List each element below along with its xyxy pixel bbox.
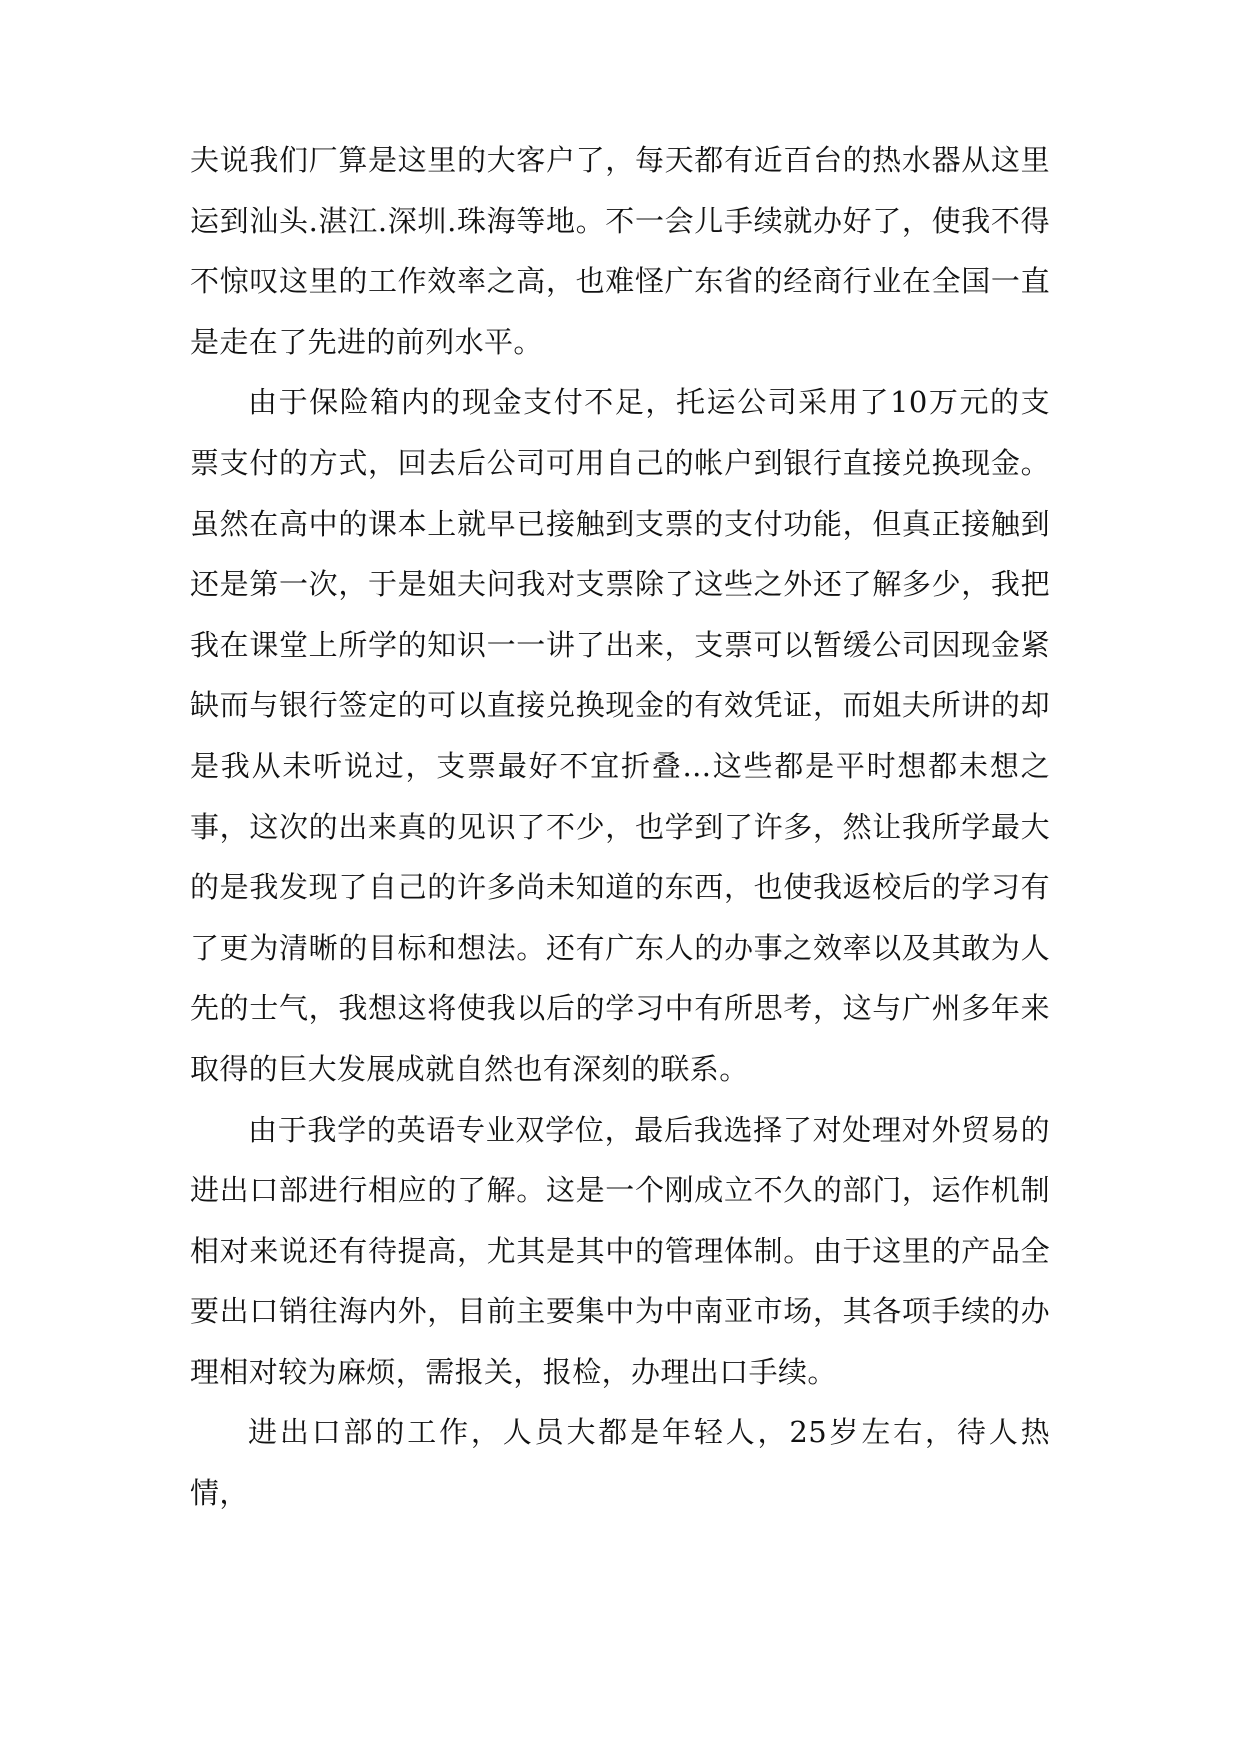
paragraph-3: 由于我学的英语专业双学位，最后我选择了对处理对外贸易的进出口部进行相应的了解。这是一个刚成立不久的部门，运作机制相对来说还有待提高，尤其是其中的管理体制。由于这里的产品全要出口销往海内外，目前主要集中为中南亚市场，其各项手续的办理相对较为麻烦，需报关，报检，办理出口手续。: [190, 1112, 1050, 1389]
document-body: [190, 130, 1050, 1524]
paragraph-2: 由于保险箱内的现金支付不足，托运公司采用了10万元的支票支付的方式，回去后公司可用自己的帐户到银行直接兑换现金。虽然在高中的课本上就早已接触到支票的支付功能，但真正接触到还是第一次，于是姐夫问我对支票除了这些之外还了解多少，我把我在课堂上所学的知识一一讲了出来，支票可以暂缓公司因现金紧缺而与银行签定的可以直接兑换现金的有效凭证，而姐夫所讲的却是我从未听说过，支票最好不宜折叠...这些都是平时想都未想之事，这次的出来真的见识了不少，也学到了许多，然让我所学最大的是我发现了自己的许多尚未知道的东西，也使我返校后的学习有了更为清晰的目标和想法。还有广东人的办事之效率以及其敢为人先的士气，我想这将使我以后的学习中有所思考，这与广州多年来取得的巨大发展成就自然也有深刻的联系。: [190, 385, 1050, 1086]
paragraph-1: 夫说我们厂算是这里的大客户了，每天都有近百台的热水器从这里运到汕头.湛江.深圳.珠海等地。不一会儿手续就办好了，使我不得不惊叹这里的工作效率之高，也难怪广东省的经商行业在全国一直是走在了先进的前列水平。: [190, 143, 1050, 359]
paragraph-4: 进出口部的工作，人员大都是年轻人，25岁左右，待人热情，: [190, 1415, 1050, 1511]
